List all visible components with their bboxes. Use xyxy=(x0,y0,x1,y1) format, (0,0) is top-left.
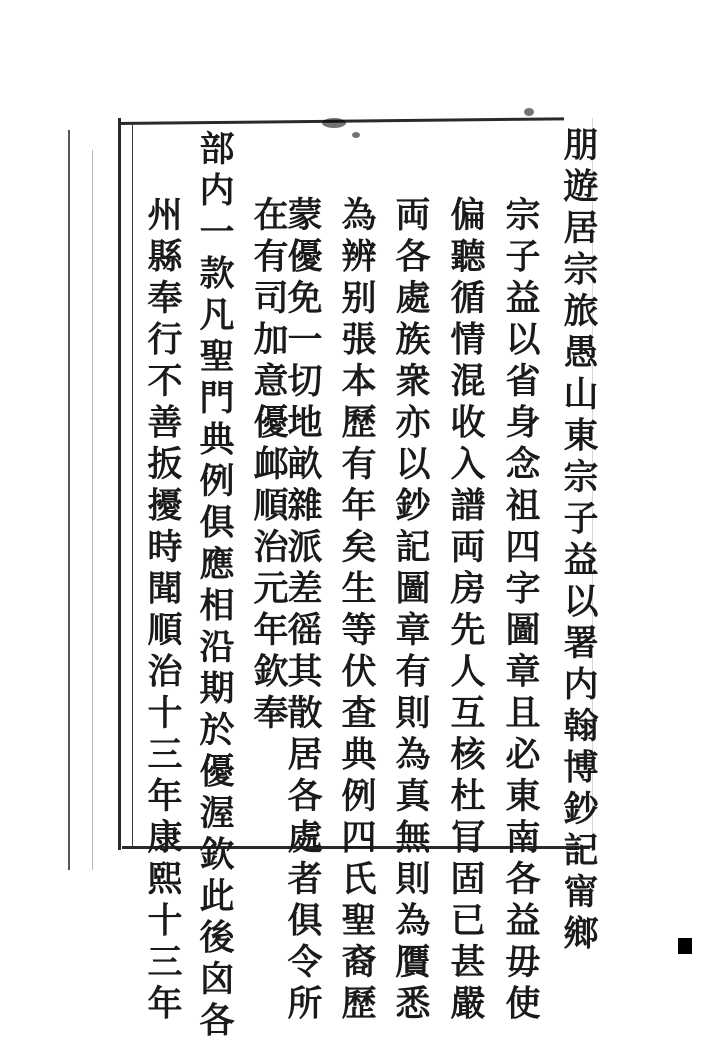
page-spine-shadow xyxy=(92,150,93,870)
page-spine-line xyxy=(68,130,70,870)
text-column-8: 部内一款凡聖門典例俱應相沿期於優渥欽此後囟各 xyxy=(194,130,235,1043)
ink-smudge xyxy=(524,108,534,116)
text-column-6: 蒙優免一切地畝雜派差徭其散居各處者俱令所 xyxy=(282,196,323,1026)
text-column-5: 為辨别張本歷有年矣生等伏查典例四氏聖裔歷 xyxy=(336,196,377,1026)
frame-left-border xyxy=(118,118,121,850)
text-column-4: 両各處族衆亦以鈔記圖章有則為真無則為贋悉 xyxy=(390,196,431,1026)
ink-smudge xyxy=(352,132,360,138)
text-column-1: 朋遊居宗旅愚山東宗子益以署内翰博鈔記甯鄉 xyxy=(558,126,599,956)
ink-smudge xyxy=(322,118,346,128)
text-column-9: 州縣奉行不善扳擾時聞順治十三年康熙十三年 xyxy=(142,196,183,1026)
corner-scan-marker xyxy=(678,938,692,954)
frame-left-inner-border xyxy=(132,124,133,846)
text-column-7: 在有司加意優䘏順治元年欽奉 xyxy=(248,196,289,736)
text-column-3: 偏聽循情混收入譜両房先人互核杜肎固已甚嚴 xyxy=(445,196,486,1026)
text-column-2: 宗子益以省身念祖四字圖章且必東南各益毋使 xyxy=(500,196,541,1026)
